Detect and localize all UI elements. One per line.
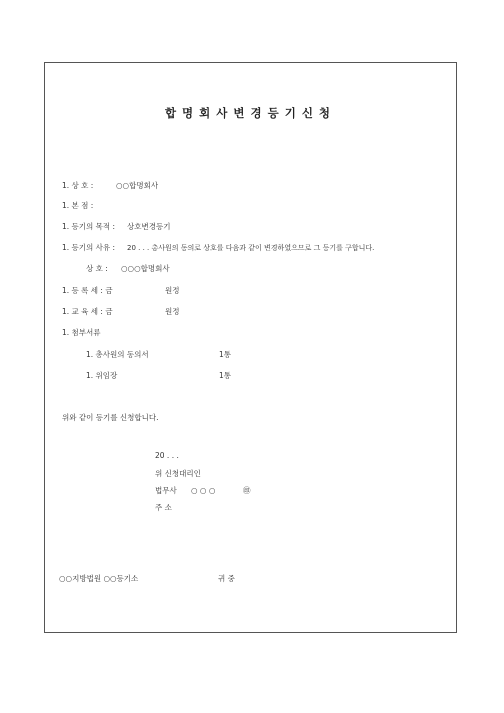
- seal-icon: ㊞: [243, 486, 251, 495]
- court-name: ○○지방법원 ○○등기소: [59, 574, 139, 583]
- request-statement: 위와 같이 등기를 신청합니다.: [62, 413, 159, 422]
- registration-tax-label: 1. 등 록 세 : 금: [62, 286, 113, 295]
- recipient: 귀 중: [218, 574, 235, 583]
- company-name-value: ○○합명회사: [116, 181, 159, 190]
- attachments-label: 1. 첨부서류: [62, 328, 101, 337]
- new-name-label: 상 호 :: [86, 264, 108, 273]
- lawyer-name: ○ ○ ○: [191, 486, 216, 495]
- attachment-count: 1통: [219, 371, 232, 380]
- document-title: 합명회사변경등기신청: [164, 106, 337, 120]
- attachment-name: 1. 위임장: [86, 371, 118, 380]
- lawyer-label: 법무사: [155, 486, 177, 495]
- education-tax-label: 1. 교 육 세 : 금: [62, 307, 113, 316]
- agent-label: 위 신청대리인: [155, 469, 201, 478]
- attachment-name: 1. 총사원의 동의서: [86, 350, 149, 359]
- new-name-value: ○○○합명회사: [121, 264, 170, 273]
- purpose-label: 1. 등기의 목적 :: [62, 222, 116, 231]
- reason-value: 20 . . . 총사원의 동의로 상호를 다음과 같이 변경하였으므로 그 등기를 구합니다.: [127, 244, 375, 252]
- reason-label: 1. 등기의 사유 :: [62, 243, 116, 252]
- address-label: 주 소: [155, 503, 172, 512]
- document-frame: [44, 62, 457, 633]
- purpose-value: 상호변경등기: [127, 222, 171, 231]
- attachment-count: 1통: [219, 350, 232, 359]
- date-line: 20 . . .: [155, 451, 179, 460]
- branch-label: 1. 본 점 :: [62, 201, 94, 210]
- registration-tax-unit: 원정: [165, 286, 180, 295]
- education-tax-unit: 원정: [165, 307, 180, 316]
- company-name-label: 1. 상 호 :: [62, 181, 94, 190]
